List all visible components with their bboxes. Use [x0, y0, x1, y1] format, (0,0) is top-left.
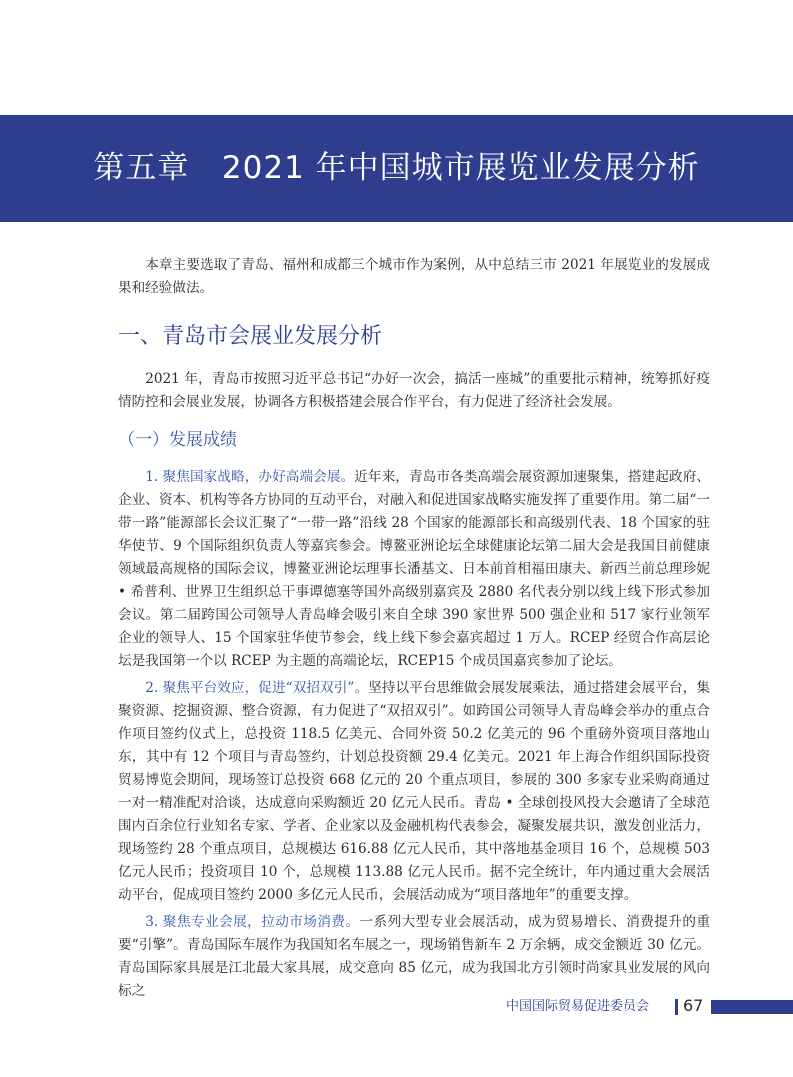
chapter-title: 第五章 2021 年中国城市展览业发展分析 [93, 150, 700, 186]
footer-bar [711, 1000, 793, 1014]
achievement-paragraph-1 [118, 466, 710, 673]
achievement-text-1: 近年来，青岛市各类高端会展资源加速聚集，搭建起政府、企业、资本、机构等各方协同的互动平台，对融入和促进国家战略实施发挥了重要作用。第二届“一带一路”能源部长会议汇聚了“一带一路”沿线 28 个国家的能源部长和高级别代表、18 个国家的驻华使节、9 个国际组织负责人等嘉宾参会。博鳌亚洲论坛全球健康论坛第二届大会是我国目前健康领域最高规格的国际会议，博鳌亚洲论坛理事长潘基文、日本前首相福田康夫、新西兰前总理珍妮 • 希普利、世界卫生组织总干事谭德塞等国外高级别嘉宾及 2880 名代表分别以线上线下形式参加会议。第二届跨国公司领导人青岛峰会吸引来自全球 390 家世界 500 强企业和 517 家行业领军企业的领导人、15 个国家驻华使节参会，线上线下参会嘉宾超过 1 万人。RCEP 经贸合作高层论坛是我国第一个以 RCEP 为主题的高端论坛，RCEP15 个成员国嘉宾参加了论坛。 [118, 469, 710, 669]
page-number: 67 [683, 996, 704, 1015]
intro-paragraph: 本章主要选取了青岛、福州和成都三个城市作为案例，从中总结三市 2021 年展览业的发展成果和经验做法。 [118, 257, 710, 296]
achievement-lead-2: 2. 聚焦平台效应，促进“双招双引”。 [145, 680, 369, 696]
page-content [118, 254, 710, 1003]
subsection-heading: （一）发展成绩 [118, 430, 237, 450]
achievement-paragraph-2 [118, 677, 710, 907]
achievement-lead-3: 3. 聚焦专业会展，拉动市场消费。 [145, 914, 360, 930]
footer-organization: 中国国际贸易促进委员会 [505, 999, 649, 1014]
section-body: 2021 年，青岛市按照习近平总书记“办好一次会，搞活一座城”的重要批示精神，统筹抓好疫情防控和会展业发展，协调各方积极搭建会展合作平台，有力促进了经济社会发展。 [118, 371, 710, 410]
achievement-paragraph-3 [118, 911, 710, 1003]
achievement-text-2: 坚持以平台思维做会展发展乘法，通过搭建会展平台，集聚资源、挖掘资源、整合资源，有力促进了“双招双引”。如跨国公司领导人青岛峰会举办的重点合作项目签约仪式上，总投资 118.5 亿美元、合同外资 50.2 亿美元的 96 个重磅外资项目落地山东，其中有 12 个项目与青岛签约，计划总投资额 29.4 亿美元。2021 年上海合作组织国际投资贸易博览会期间，现场签订总投资 668 亿元的 20 个重点项目，参展的 300 多家专业采购商通过一对一精准配对洽谈，达成意向采购额近 20 亿元人民币。青岛 • 全球创投风投大会邀请了全球范围内百余位行业知名专家、学者、企业家以及金融机构代表参会，凝聚发展共识，激发创业活力，现场签约 28 个重点项目，总规模达 616.88 亿元人民币，其中落地基金项目 16 个，总规模 503 亿元人民币；投资项目 10 个，总规模 113.88 亿元人民币。据不完全统计，年内通过重大会展活动平台，促成项目签约 2000 多亿元人民币，会展活动成为“项目落地年”的重要支撑。 [118, 680, 710, 903]
achievement-lead-1: 1. 聚焦国家战略，办好高端会展。 [145, 469, 355, 485]
section-heading: 一、青岛市会展业发展分析 [118, 324, 383, 349]
achievement-text-3: 一系列大型专业会展活动，成为贸易增长、消费提升的重要“引擎”。青岛国际车展作为我国知名车展之一，现场销售新车 2 万余辆，成交金额近 30 亿元。青岛国际家具展是江北最大家具展，成交意向 85 亿元，成为我国北方引领时尚家具业发展的风向标之 [118, 914, 710, 999]
footer-divider [675, 999, 678, 1015]
